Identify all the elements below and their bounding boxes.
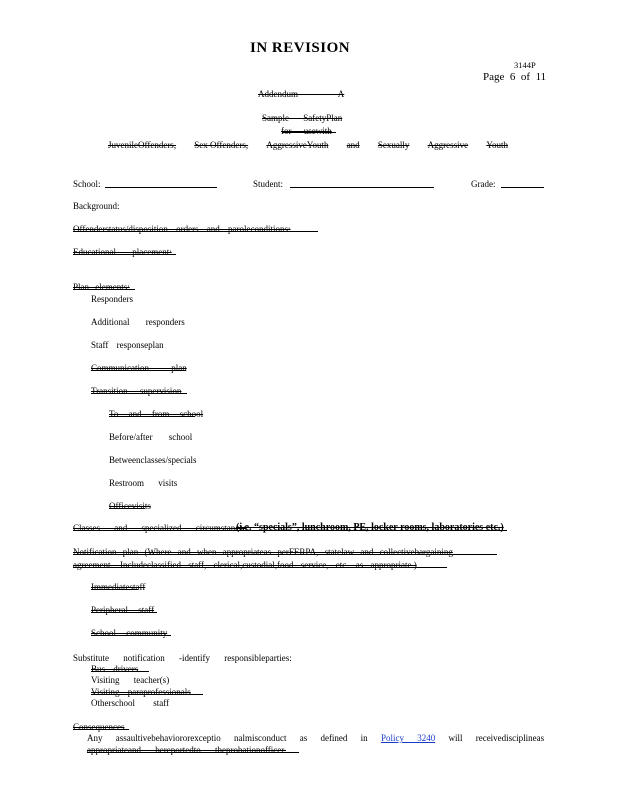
subtitle-word: JuvenileOffenders, (108, 140, 177, 150)
school-label: School: (73, 179, 101, 189)
student-label: Student: (253, 179, 284, 189)
consequences-text-1 (87, 733, 544, 743)
sample-title-2: for usewith (281, 126, 332, 136)
restroom-visits: Restroom visits (109, 478, 178, 488)
subtitle-word: Sexually (377, 140, 410, 150)
subtitle-word: Sex Offenders, (194, 140, 249, 150)
before-after-school: Before/after school (109, 432, 193, 442)
sample-title: Sample SafetyPlan (262, 113, 343, 123)
office-rule (109, 508, 145, 509)
school-community-rule (91, 635, 171, 636)
educational-rule (73, 254, 176, 255)
subtitle-word: Aggressive (427, 140, 469, 150)
consequences-rule-2 (87, 752, 299, 753)
doc-title: IN REVISION (250, 40, 351, 56)
classes-specialized: Classes and specialized circumstances (73, 523, 247, 533)
immediate-staff: Immediatestaff (91, 582, 146, 592)
plan-elements-heading: Plan elements: (73, 282, 130, 292)
offender-status: Offenderstatus/disposition orders and paroleconditions: (73, 224, 291, 234)
peripheral-staff: Peripheral staff (91, 605, 155, 615)
bus-drivers-rule (91, 671, 149, 672)
subtitle-word: and (346, 140, 360, 150)
transition-supervision: Transition supervision (91, 386, 182, 396)
immediate-rule (91, 589, 138, 590)
background-label: Background: (73, 201, 120, 211)
notification-rule-1 (73, 554, 497, 555)
school-community: School community (91, 628, 168, 638)
transition-rule (91, 393, 187, 394)
offender-status-rule (73, 231, 318, 232)
page-number: 6 (509, 71, 516, 83)
page-label: Page (483, 71, 505, 83)
subtitle-word: AggressiveYouth (266, 140, 329, 150)
visiting-paraprofessionals: Visiting paraprofessionals (91, 687, 191, 697)
notification-plan-line2: agreement. Includeclassified staff, clerical,custodial,food service, etc. as appropriate.) (73, 560, 417, 570)
other-school-staff: Otherschool staff (91, 698, 170, 708)
page-of: of (520, 71, 531, 83)
peripheral-rule (91, 612, 157, 613)
classes-rule (73, 530, 507, 531)
staff-response-plan: Staff responseplan (91, 340, 164, 350)
visiting-teachers: Visiting teacher(s) (91, 675, 170, 685)
consequences-rule (73, 729, 129, 730)
policy-code: 3144P (514, 60, 536, 70)
notification-rule-2 (73, 567, 447, 568)
page-total: 11 (535, 71, 547, 83)
communication-rule (91, 370, 186, 371)
to-from-rule (109, 416, 195, 417)
consequences-text-1a: Any assaultivebehaviororexceptio nalmisconduct as defined in (87, 733, 368, 743)
educational-placement: Educational placement: (73, 247, 172, 257)
bus-drivers: Bus drivers (91, 664, 139, 674)
additional-responders: Additional responders (91, 317, 185, 327)
student-field[interactable] (290, 187, 434, 188)
grade-label: Grade: (471, 179, 496, 189)
consequences-text-2: appropriateand bereportedto theprobationofficer. (87, 745, 287, 755)
addendum-heading: Addendum A (258, 89, 345, 99)
plan-elements-rule (73, 289, 135, 290)
communication-plan: Communication plan (91, 363, 187, 373)
page-indicator (483, 71, 546, 83)
consequences-heading: Consequences (73, 722, 125, 732)
sample-title-rule (282, 132, 336, 133)
subtitle-word: Youth (486, 140, 508, 150)
consequences-text-1b: will receivedisciplineas (448, 733, 545, 743)
notification-plan-line1: Notification plan (Where and when appropriateas perFERPA, statelaw and collectivebargaining (73, 547, 453, 557)
visiting-para-rule (91, 694, 203, 695)
substitute-notification: Substitute notification -identify responsibleparties: (73, 653, 292, 663)
responders: Responders (91, 294, 133, 304)
grade-field[interactable] (501, 187, 544, 188)
to-from-school: To and from school (109, 409, 204, 419)
office-visits: Officevisits (109, 501, 151, 511)
school-field[interactable] (105, 187, 217, 188)
classes-examples: (i.e. “specials”, lunchroom, PE, locker rooms, laboratories etc.) (236, 522, 504, 533)
between-classes: Betweenclasses/specials (109, 455, 197, 465)
policy-3240-link[interactable]: Policy 3240 (380, 733, 436, 743)
plan-subtitle (108, 140, 508, 150)
